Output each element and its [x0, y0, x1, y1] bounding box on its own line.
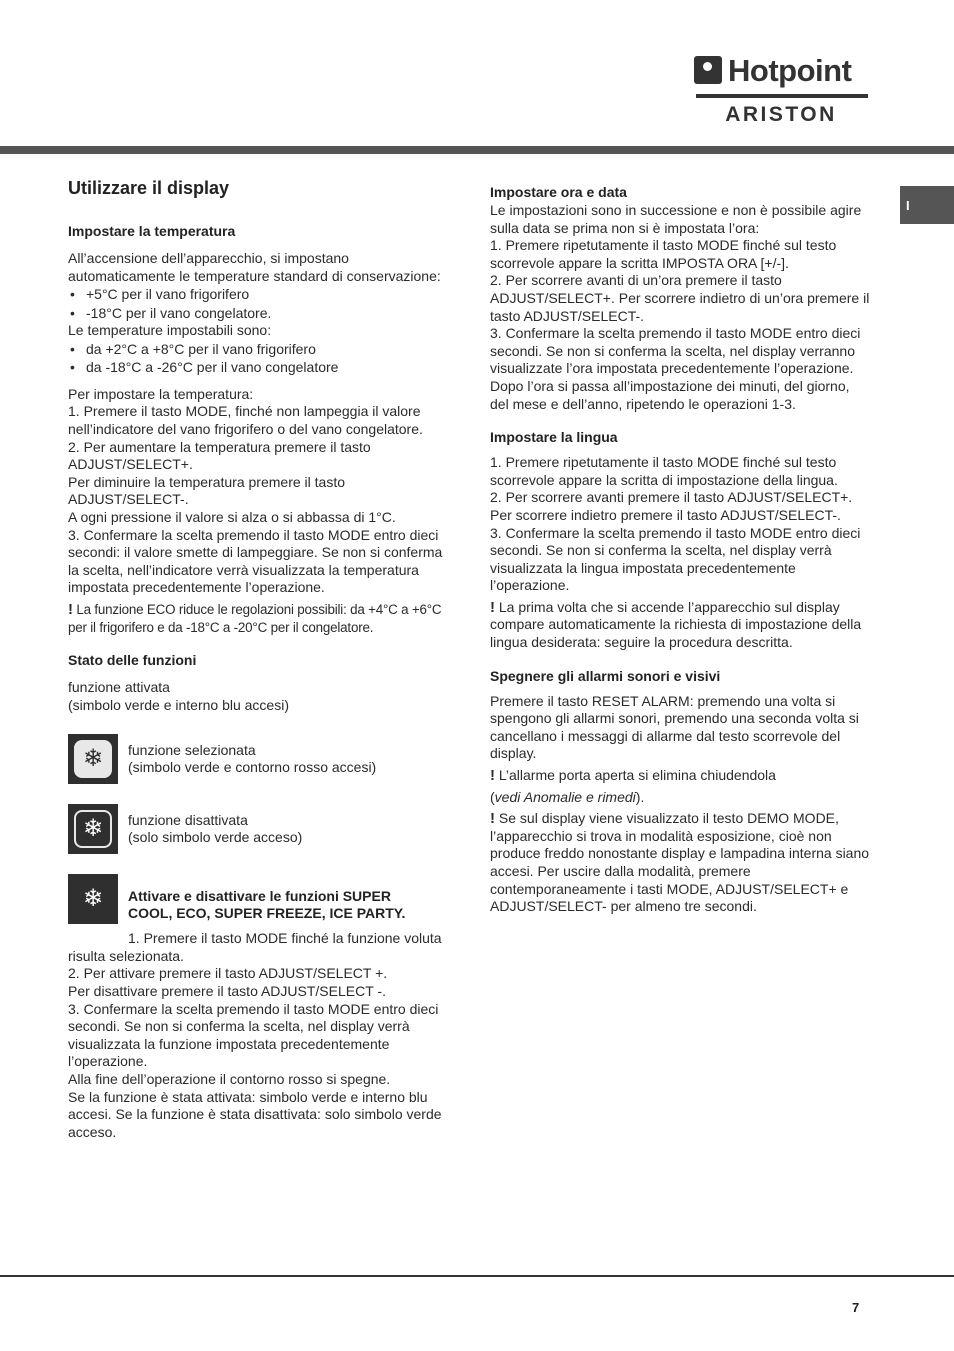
right-column — [490, 184, 870, 916]
toggle-step-2b: Per disattivare premere il tasto ADJUST/SELECT -. — [68, 983, 386, 1000]
state-selected-row — [68, 734, 448, 784]
warning-mark: ! — [490, 598, 495, 616]
temp-intro: All’accensione dell’apparecchio, si impostano automaticamente le temperature standard di conservazione: — [68, 250, 441, 284]
state-disabled: funzione disattivata — [128, 811, 248, 828]
standard-temps-list — [68, 285, 448, 322]
time-step-1: 1. Premere ripetutamente il tasto MODE finché sul testo scorrevole appare la scritta IMPOSTA ORA [+/-]. — [490, 237, 837, 271]
temp-step-1: 1. Premere il tasto MODE, finché non lampeggia il valore nell’indicatore del vano frigorifero o del vano congelatore. — [68, 403, 423, 437]
state-selected: funzione selezionata — [128, 741, 256, 758]
door-alarm-warning — [490, 767, 870, 785]
steps-label: Per impostare la temperatura: — [68, 385, 254, 402]
lang-step-3: 3. Confermare la scelta premendo il tasto MODE entro dieci secondi. Se non si conferma la scelta, nel display verrà visualizzata la lingua impostata precedentemente l’operazione. — [490, 524, 861, 594]
time-step-2: 2. Per scorrere avanti di un’ora premere il tasto ADJUST/SELECT+. Per scorrere indietro di un’ora premere il tasto ADJUST/SELECT-. — [490, 272, 870, 324]
door-alarm-text: L’allarme porta aperta si elimina chiudendola — [498, 767, 776, 784]
warning-mark: ! — [68, 600, 73, 618]
temp-step-2b: Per diminuire la temperatura premere il tasto ADJUST/SELECT-. — [68, 473, 346, 508]
state-active: funzione attivata — [68, 679, 170, 696]
toggle-heading-1: Attivare e disattivare le funzioni SUPER — [128, 888, 391, 905]
alarm-body: Premere il tasto RESET ALARM: premendo una volta si spengono gli allarmi sonori, premendo una seconda volta si cancellano i messaggi di allarme dal testo scorrevole del display. — [490, 692, 859, 762]
warning-mark: ! — [490, 767, 495, 785]
hotpoint-mark-icon — [694, 56, 722, 84]
list-item: • -18°C per il vano congelatore. — [68, 304, 448, 323]
toggle-result: Se la funzione è stata attivata: simbolo verde e interno blu accesi. Se la funzione è stata disattivata: solo simbolo verde acceso. — [68, 1088, 442, 1140]
left-column — [68, 178, 448, 1141]
section-heading-temperature: Impostare la temperatura — [68, 223, 236, 239]
eco-warning-text: La funzione ECO riduce le regolazioni possibili: da +4°C a +6°C per il frigorifero e da -18°C a -20°C per il congelatore. — [68, 601, 442, 635]
brand-subname: ARISTON — [725, 103, 837, 126]
state-disabled-row — [68, 804, 448, 854]
time-intro: Le impostazioni sono in successione e non è possibile agire sulla data se prima non si è impostata l’ora: — [490, 202, 862, 236]
demo-mode-warning — [490, 810, 870, 916]
logo-divider — [696, 94, 868, 98]
section-heading-language: Impostare la lingua — [490, 429, 618, 446]
lang-warning-text: La prima volta che si accende l’apparecchio sul display compare automaticamente la richiesta di impostazione della lingua desiderata: seguire la procedura descritta. — [490, 598, 862, 651]
settable-label: Le temperature impostabili sono: — [68, 322, 272, 339]
troubleshooting-ref: vedi Anomalie e rimedi — [494, 788, 636, 805]
demo-mode-text: Se sul display viene visualizzato il testo DEMO MODE, l’apparecchio si trova in modalità esposizione, cioè non produce freddo nonostante display e lampadina interna siano accesi. Per uscire dalla modalità, premere contemporaneamente i tasti MODE, ADJUST/SELECT+ e ADJUST/SELECT- per almeno tre secondi. — [490, 810, 870, 915]
lang-step-2b: Per scorrere indietro premere il tasto ADJUST/SELECT-. — [490, 506, 841, 523]
list-item: • da -18°C a -26°C per il vano congelatore — [68, 358, 448, 377]
language-tab: I — [900, 186, 954, 224]
snowflake-icon: ❄ — [68, 874, 118, 924]
door-alarm-ref: (vedi Anomalie e rimedi). — [490, 788, 645, 805]
toggle-step-1: 1. Premere il tasto MODE finché la funzione voluta risulta selezionata. — [68, 930, 442, 964]
warning-mark: ! — [490, 810, 495, 828]
settable-temps-list — [68, 340, 448, 377]
state-disabled-desc: (solo simbolo verde acceso) — [128, 829, 303, 846]
snowflake-outline-icon: ❄ — [68, 804, 118, 854]
section-heading-time: Impostare ora e data — [490, 184, 627, 200]
brand-name: Hotpoint — [728, 52, 852, 88]
page-title: Utilizzare il display — [68, 178, 230, 198]
toggle-functions-row — [68, 874, 448, 924]
snowflake-selected-icon: ❄ — [68, 734, 118, 784]
section-heading-alarm: Spegnere gli allarmi sonori e visivi — [490, 667, 721, 684]
list-item: • da +2°C a +8°C per il vano frigorifero — [68, 340, 448, 359]
toggle-heading-2: COOL, ECO, SUPER FREEZE, ICE PARTY. — [128, 905, 406, 922]
lang-step-2a: 2. Per scorrere avanti premere il tasto ADJUST/SELECT+. — [490, 489, 853, 506]
page-number: 7 — [852, 1300, 860, 1315]
state-active-desc: (simbolo verde e interno blu accesi) — [68, 696, 289, 713]
lang-step-1: 1. Premere ripetutamente il tasto MODE finché sul testo scorrevole appare la scritta di impostazione della lingua. — [490, 454, 838, 488]
toggle-step-3: 3. Confermare la scelta premendo il tasto MODE entro dieci secondi. Se non si conferma la scelta, nel display verrà visualizzata la funzione impostata precedentemente l’operazione. — [68, 1000, 439, 1070]
lang-warning — [490, 599, 870, 652]
toggle-end: Alla fine dell’operazione il contorno rosso si spegne. — [68, 1071, 391, 1088]
temp-step-2a: 2. Per aumentare la temperatura premere il tasto ADJUST/SELECT+. — [68, 438, 371, 473]
footer-rule — [0, 1275, 954, 1277]
temp-step-3: 3. Confermare la scelta premendo il tasto MODE entro dieci secondi: il valore smette di lampeggiare. Se non si conferma la scelta, nell’indicatore verrà visualizzata la temperatura impostata precedentemente l’operazione. — [68, 526, 443, 596]
list-item: • +5°C per il vano frigorifero — [68, 285, 448, 304]
toggle-step-2a: 2. Per attivare premere il tasto ADJUST/SELECT +. — [68, 965, 388, 982]
eco-warning — [68, 601, 448, 636]
time-after: Dopo l’ora si passa all’impostazione dei minuti, del giorno, del mese e dell’anno, ripetendo le operazioni 1-3. — [490, 377, 850, 412]
section-heading-state: Stato delle funzioni — [68, 652, 197, 669]
state-selected-desc: (simbolo verde e contorno rosso accesi) — [128, 759, 377, 776]
header-bar — [0, 146, 954, 154]
time-step-3: 3. Confermare la scelta premendo il tasto MODE entro dieci secondi. Se non si conferma la scelta, nel display verranno visualizzate l’ora impostata precedentemente l’operazione. — [490, 325, 861, 377]
brand-logo — [694, 52, 868, 125]
temp-step-2c: A ogni pressione il valore si alza o si abbassa di 1°C. — [68, 508, 396, 525]
